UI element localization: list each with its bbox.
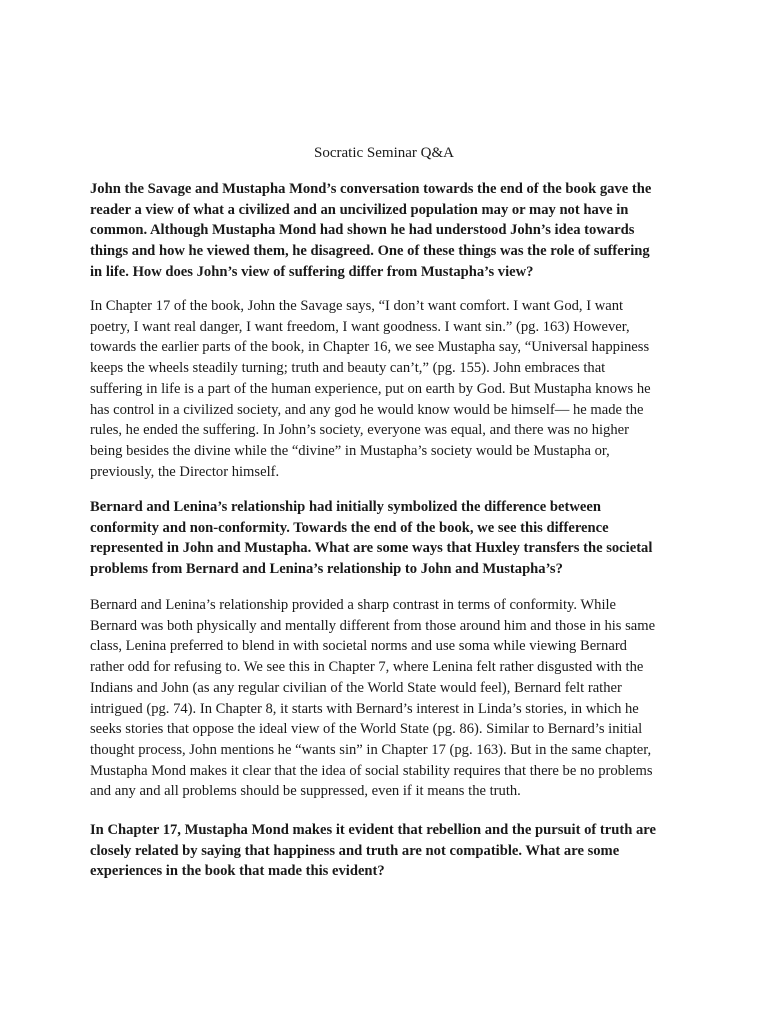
question-2 xyxy=(90,497,678,580)
question-3-line: experiences in the book that made this evident? xyxy=(90,863,385,880)
question-1 xyxy=(90,179,678,283)
answer-1-line: rules, he ended the suffering. In John’s society, everyone was equal, and there was no higher xyxy=(90,422,629,439)
question-1-line: reader a view of what a civilized and an uncivilized population may or may not have in xyxy=(90,201,629,218)
answer-1-line: previously, the Director himself. xyxy=(90,463,280,480)
answer-2-line: rather odd for refusing to. We see this in Chapter 7, where Lenina felt rather disgusted with the xyxy=(90,659,644,676)
question-2-line: problems from Bernard and Lenina’s relationship to John and Mustapha’s? xyxy=(90,561,563,578)
document-title: Socratic Seminar Q&A xyxy=(314,145,454,161)
answer-2 xyxy=(90,595,678,802)
answer-1-line: towards the earlier parts of the book, in Chapter 16, we see Mustapha say, “Universal happiness xyxy=(90,339,650,356)
answer-2-line: Indians and John (as any regular civilian of the World State would feel), Bernard felt rather xyxy=(90,679,622,696)
question-1-line: common. Although Mustapha Mond had shown he had understood John’s idea towards xyxy=(90,222,635,239)
answer-2-line: Bernard and Lenina’s relationship provided a sharp contrast in terms of conformity. While xyxy=(90,597,617,613)
question-3 xyxy=(90,820,678,882)
answer-1 xyxy=(90,296,678,482)
answer-1-line: In Chapter 17 of the book, John the Savage says, “I don’t want comfort. I want God, I want xyxy=(90,298,624,314)
answer-1-line: has control in a civilized society, and any god he would know would be himself— he made the xyxy=(90,401,644,418)
question-1-line: in life. How does John’s view of suffering differ from Mustapha’s view? xyxy=(90,263,534,280)
question-3-line: In Chapter 17, Mustapha Mond makes it evident that rebellion and the pursuit of truth are xyxy=(90,822,656,838)
answer-1-line: being besides the divine while the “divine” in Mustapha’s society would be Mustapha or, xyxy=(90,442,610,459)
answer-2-line: seeks stories that oppose the ideal view of the World State (pg. 86). Similar to Bernard’s initial xyxy=(90,721,643,738)
answer-2-line: intrigued (pg. 74). In Chapter 8, it starts with Bernard’s interest in Linda’s stories, in which he xyxy=(90,700,639,717)
answer-2-line: class, Lenina preferred to blend in with societal norms and use soma while viewing Bernard xyxy=(90,638,627,655)
question-2-line: represented in John and Mustapha. What are some ways that Huxley transfers the societal xyxy=(90,540,653,557)
answer-1-line: suffering in life is a part of the human experience, put on earth by God. But Mustapha knows he xyxy=(90,380,651,397)
answer-2-line: thought process, John mentions he “wants sin” in Chapter 17 (pg. 163). But in the same chapter, xyxy=(90,741,652,758)
answer-2-line: Mustapha Mond makes it clear that the idea of social stability requires that there be no problems xyxy=(90,762,653,779)
question-1-line: things and how he viewed them, he disagreed. One of these things was the role of suffering xyxy=(90,243,650,260)
question-2-line: conformity and non-conformity. Towards the end of the book, we see this difference xyxy=(90,519,609,536)
answer-2-line: Bernard was both physically and mentally different from those around him and those in his same xyxy=(90,617,656,634)
question-1-line: John the Savage and Mustapha Mond’s conversation towards the end of the book gave the xyxy=(90,181,652,197)
answer-2-line: and any and all problems should be suppressed, even if it means the truth. xyxy=(90,783,521,800)
answer-1-line: poetry, I want real danger, I want freedom, I want goodness. I want sin.” (pg. 163) However, xyxy=(90,318,630,335)
answer-1-line: keeps the wheels steadily turning; truth and beauty can’t,” (pg. 155). John embraces that xyxy=(90,360,606,377)
question-2-line: Bernard and Lenina’s relationship had initially symbolized the difference between xyxy=(90,499,601,515)
question-3-line: closely related by saying that happiness and truth are not compatible. What are some xyxy=(90,842,620,859)
